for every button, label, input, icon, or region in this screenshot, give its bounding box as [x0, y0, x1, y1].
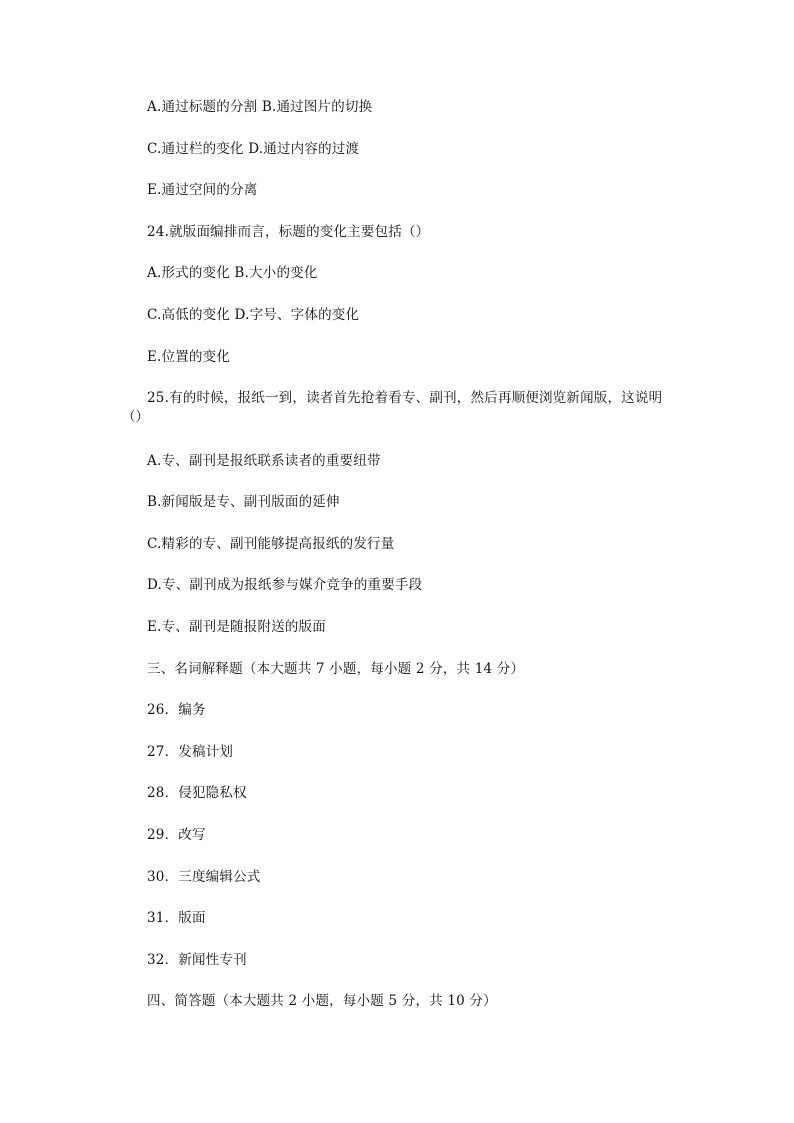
q24-option-e: E.位置的变化	[147, 349, 231, 365]
q23-option-e: E.通过空间的分离	[147, 182, 258, 198]
q26-term: 26．编务	[147, 702, 206, 718]
q24-question: 24.就版面编排而言，标题的变化主要包括（）	[147, 224, 430, 240]
q25-option-e: E.专、副刊是随报附送的版面	[147, 619, 326, 635]
section-three-heading: 三、名词解释题（本大题共 7 小题，每小题 2 分，共 14 分）	[147, 661, 525, 677]
q28-term: 28．侵犯隐私权	[147, 785, 247, 801]
q25-option-a: A.专、副刊是报纸联系读者的重要纽带	[147, 453, 381, 469]
q24-option-cd: C.高低的变化 D.字号、字体的变化	[147, 307, 360, 323]
q25-option-c: C.精彩的专、副刊能够提高报纸的发行量	[147, 536, 395, 552]
q27-term: 27．发稿计划	[147, 744, 234, 760]
section-four-heading: 四、简答题（本大题共 2 小题，每小题 5 分，共 10 分）	[147, 993, 497, 1009]
q25-question: 25.有的时候，报纸一到，读者首先抢着看专、副刊，然后再顺便浏览新闻版，这说明	[147, 390, 663, 406]
q29-term: 29．改写	[147, 827, 206, 843]
q31-term: 31．版面	[147, 910, 206, 926]
q23-option-cd: C.通过栏的变化 D.通过内容的过渡	[147, 141, 360, 157]
q24-option-ab: A.形式的变化 B.大小的变化	[147, 265, 318, 281]
q25-option-d: D.专、副刊成为报纸参与媒介竞争的重要手段	[147, 577, 423, 593]
q32-term: 32．新闻性专刊	[147, 952, 247, 968]
q25-question-blank: （）	[122, 409, 149, 425]
q25-option-b: B.新闻版是专、副刊版面的延伸	[147, 494, 340, 510]
q23-option-ab: A.通过标题的分割 B.通过图片的切换	[147, 99, 373, 115]
q30-term: 30．三度编辑公式	[147, 869, 261, 885]
